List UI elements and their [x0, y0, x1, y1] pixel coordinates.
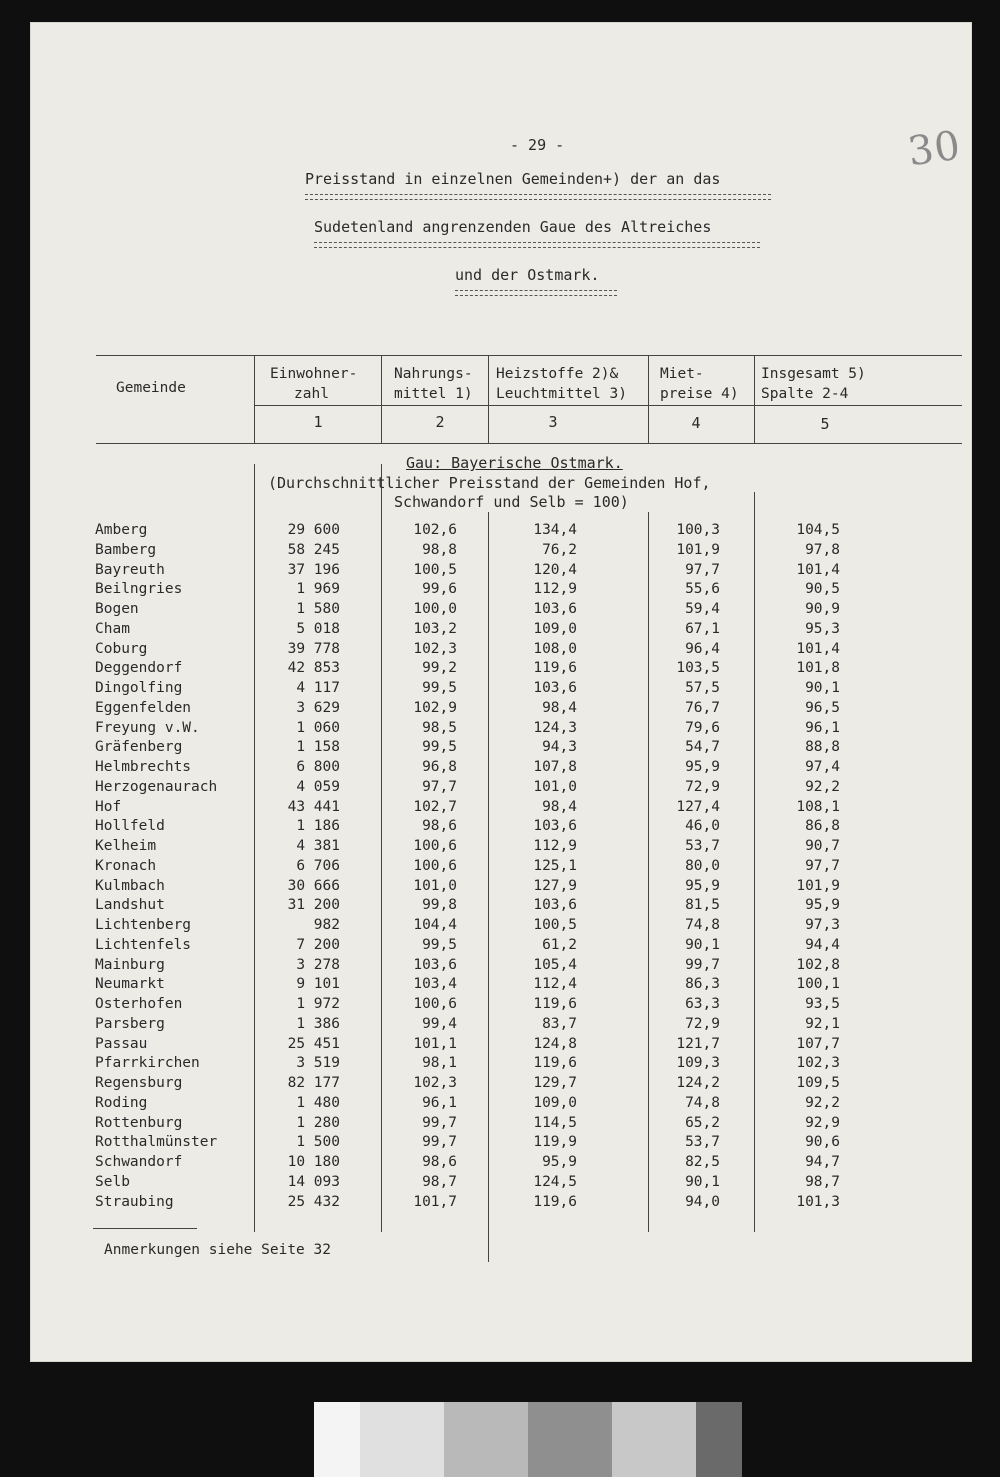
cell-einwohnerzahl: 4 059: [296, 778, 340, 795]
cell-einwohnerzahl: 1 972: [296, 996, 340, 1012]
cell-heizstoffe: 120,4: [533, 561, 577, 578]
cell-gemeinde: Dingolfing: [95, 680, 183, 696]
cell-insgesamt: 109,5: [796, 1075, 840, 1091]
cell-insgesamt: 100,1: [796, 976, 840, 993]
cell-einwohnerzahl: 82 177: [287, 1075, 340, 1091]
cell-heizstoffe: 125,1: [533, 857, 577, 874]
cell-heizstoffe: 127,9: [533, 877, 577, 894]
cell-heizstoffe: 103,6: [533, 601, 577, 617]
header-col2-line1: Nahrungs-: [394, 366, 473, 382]
cell-heizstoffe: 107,8: [533, 759, 577, 775]
cell-mietpreise: 121,7: [676, 1035, 720, 1052]
table-row: [30, 542, 972, 562]
cell-heizstoffe: 124,3: [533, 719, 577, 736]
column-number-4: 4: [691, 414, 701, 432]
table-row: [30, 641, 972, 661]
cell-einwohnerzahl: 30 666: [287, 877, 340, 894]
cell-insgesamt: 107,7: [796, 1035, 840, 1052]
title-underline-1: [305, 194, 771, 200]
header-col4-line1: Miet-: [660, 366, 704, 382]
cell-heizstoffe: 119,9: [533, 1134, 577, 1151]
cell-einwohnerzahl: 982: [313, 917, 340, 933]
cell-nahrungsmittel: 99,4: [422, 1015, 457, 1032]
cell-nahrungsmittel: 103,6: [413, 956, 457, 973]
cell-nahrungsmittel: 98,5: [422, 719, 457, 736]
cell-heizstoffe: 83,7: [542, 1015, 577, 1032]
table-row: [30, 1055, 972, 1075]
cell-nahrungsmittel: 96,8: [422, 759, 457, 775]
cell-einwohnerzahl: 39 778: [287, 640, 340, 657]
table-row: [30, 680, 972, 700]
cell-nahrungsmittel: 102,9: [413, 699, 457, 716]
cell-insgesamt: 93,5: [805, 996, 840, 1012]
cell-insgesamt: 101,4: [796, 640, 840, 657]
cell-heizstoffe: 103,6: [533, 818, 577, 835]
cell-nahrungsmittel: 100,6: [413, 838, 457, 854]
col-divider-1-header: [254, 355, 255, 443]
cell-einwohnerzahl: 29 600: [287, 522, 340, 538]
scan-strip-midgray: [528, 1402, 612, 1477]
table-row: [30, 858, 972, 878]
footnote-text: Anmerkungen siehe Seite 32: [104, 1242, 331, 1258]
cell-nahrungsmittel: 101,7: [413, 1193, 457, 1210]
cell-mietpreise: 67,1: [685, 620, 720, 637]
cell-nahrungsmittel: 96,1: [422, 1094, 457, 1111]
cell-nahrungsmittel: 102,7: [413, 798, 457, 815]
col-divider-2-header: [381, 355, 382, 443]
cell-gemeinde: Hof: [95, 798, 122, 815]
cell-mietpreise: 95,9: [685, 877, 720, 894]
cell-mietpreise: 57,5: [685, 680, 720, 696]
cell-einwohnerzahl: 1 480: [296, 1094, 340, 1111]
cell-einwohnerzahl: 25 451: [287, 1035, 340, 1052]
cell-insgesamt: 94,4: [805, 936, 840, 953]
cell-insgesamt: 97,7: [805, 857, 840, 874]
cell-insgesamt: 88,8: [805, 739, 840, 756]
cell-insgesamt: 97,4: [805, 759, 840, 775]
cell-mietpreise: 90,1: [685, 936, 720, 953]
cell-mietpreise: 103,5: [676, 660, 720, 677]
cell-einwohnerzahl: 1 158: [296, 739, 340, 756]
cell-insgesamt: 92,2: [805, 1094, 840, 1111]
table-row: [30, 1134, 972, 1154]
cell-insgesamt: 98,7: [805, 1173, 840, 1190]
cell-mietpreise: 100,3: [676, 522, 720, 538]
cell-einwohnerzahl: 1 186: [296, 818, 340, 835]
cell-einwohnerzahl: 37 196: [287, 561, 340, 578]
cell-heizstoffe: 129,7: [533, 1075, 577, 1091]
cell-einwohnerzahl: 1 280: [296, 1114, 340, 1131]
table-row: [30, 1095, 972, 1115]
cell-mietpreise: 59,4: [685, 601, 720, 617]
page-number: - 29 -: [510, 136, 565, 154]
cell-gemeinde: Schwandorf: [95, 1154, 183, 1170]
cell-heizstoffe: 61,2: [542, 936, 577, 953]
cell-nahrungsmittel: 99,6: [422, 581, 457, 598]
cell-mietpreise: 96,4: [685, 640, 720, 657]
cell-mietpreise: 79,6: [685, 719, 720, 736]
cell-mietpreise: 90,1: [685, 1173, 720, 1190]
table-row: [30, 739, 972, 759]
cell-gemeinde: Freyung v.W.: [95, 719, 200, 736]
cell-gemeinde: Helmbrechts: [95, 759, 192, 775]
table-row: [30, 1036, 972, 1056]
table-row: [30, 1075, 972, 1095]
cell-mietpreise: 94,0: [685, 1193, 720, 1210]
cell-gemeinde: Deggendorf: [95, 660, 183, 677]
section-note-line-1: (Durchschnittlicher Preisstand der Gemeinden Hof,: [268, 474, 711, 492]
cell-insgesamt: 92,1: [805, 1015, 840, 1032]
cell-insgesamt: 97,8: [805, 541, 840, 558]
cell-nahrungsmittel: 99,5: [422, 739, 457, 756]
cell-mietpreise: 72,9: [685, 778, 720, 795]
cell-nahrungsmittel: 98,6: [422, 818, 457, 835]
cell-gemeinde: Coburg: [95, 640, 148, 657]
cell-gemeinde: Passau: [95, 1035, 148, 1052]
header-col4-line2: preise 4): [660, 386, 739, 402]
cell-gemeinde: Cham: [95, 620, 130, 637]
cell-heizstoffe: 100,5: [533, 917, 577, 933]
table-row: [30, 838, 972, 858]
cell-insgesamt: 101,8: [796, 660, 840, 677]
cell-nahrungsmittel: 100,6: [413, 857, 457, 874]
table-row: [30, 917, 972, 937]
cell-gemeinde: Selb: [95, 1173, 130, 1190]
cell-nahrungsmittel: 104,4: [413, 917, 457, 933]
cell-einwohnerzahl: 5 018: [296, 620, 340, 637]
cell-heizstoffe: 98,4: [542, 699, 577, 716]
header-col2-line2: mittel 1): [394, 386, 473, 402]
cell-nahrungsmittel: 103,4: [413, 976, 457, 993]
cell-nahrungsmittel: 98,1: [422, 1055, 457, 1072]
cell-insgesamt: 95,9: [805, 897, 840, 914]
cell-einwohnerzahl: 10 180: [287, 1154, 340, 1170]
cell-einwohnerzahl: 3 278: [296, 956, 340, 973]
section-title: Gau: Bayerische Ostmark.: [406, 454, 623, 472]
cell-heizstoffe: 103,6: [533, 680, 577, 696]
col-divider-4-header: [648, 355, 649, 443]
section-note-line-2: Schwandorf und Selb = 100): [394, 493, 629, 511]
cell-einwohnerzahl: 6 706: [296, 857, 340, 874]
cell-einwohnerzahl: 1 580: [296, 601, 340, 617]
cell-heizstoffe: 124,8: [533, 1035, 577, 1052]
cell-insgesamt: 92,9: [805, 1114, 840, 1131]
cell-einwohnerzahl: 6 800: [296, 759, 340, 775]
table-row: [30, 759, 972, 779]
col-divider-3-header: [488, 355, 489, 443]
cell-mietpreise: 72,9: [685, 1015, 720, 1032]
cell-mietpreise: 55,6: [685, 581, 720, 598]
cell-gemeinde: Neumarkt: [95, 976, 165, 993]
footnote-rule: [93, 1228, 197, 1229]
cell-nahrungsmittel: 99,8: [422, 897, 457, 914]
cell-einwohnerzahl: 7 200: [296, 936, 340, 953]
cell-mietpreise: 97,7: [685, 561, 720, 578]
cell-heizstoffe: 119,6: [533, 660, 577, 677]
cell-insgesamt: 92,2: [805, 778, 840, 795]
title-underline-2: [314, 242, 760, 248]
table-row: [30, 1174, 972, 1194]
cell-heizstoffe: 98,4: [542, 798, 577, 815]
column-number-1: 1: [313, 413, 323, 431]
table-row: [30, 1194, 972, 1214]
cell-einwohnerzahl: 14 093: [287, 1173, 340, 1190]
cell-heizstoffe: 119,6: [533, 1055, 577, 1072]
cell-gemeinde: Lichtenberg: [95, 917, 192, 933]
cell-mietpreise: 53,7: [685, 1134, 720, 1151]
column-number-2: 2: [435, 413, 445, 431]
cell-nahrungsmittel: 99,7: [422, 1114, 457, 1131]
cell-einwohnerzahl: 1 969: [296, 581, 340, 598]
cell-mietpreise: 81,5: [685, 897, 720, 914]
cell-heizstoffe: 134,4: [533, 522, 577, 538]
cell-heizstoffe: 95,9: [542, 1154, 577, 1170]
table-row: [30, 937, 972, 957]
table-row: [30, 522, 972, 542]
cell-einwohnerzahl: 1 386: [296, 1015, 340, 1032]
cell-mietpreise: 109,3: [676, 1055, 720, 1072]
table-row: [30, 1115, 972, 1135]
cell-mietpreise: 63,3: [685, 996, 720, 1012]
handwritten-page-mark: 30: [905, 122, 964, 176]
cell-einwohnerzahl: 1 500: [296, 1134, 340, 1151]
cell-gemeinde: Rottenburg: [95, 1114, 183, 1131]
cell-heizstoffe: 105,4: [533, 956, 577, 973]
header-col3-line2: Leuchtmittel 3): [496, 386, 627, 402]
title-line-1: Preisstand in einzelnen Gemeinden+) der an das: [305, 170, 721, 188]
cell-insgesamt: 94,7: [805, 1154, 840, 1170]
cell-insgesamt: 101,9: [796, 877, 840, 894]
cell-heizstoffe: 112,9: [533, 838, 577, 854]
cell-einwohnerzahl: 58 245: [287, 541, 340, 558]
cell-insgesamt: 97,3: [805, 917, 840, 933]
cell-nahrungsmittel: 101,0: [413, 877, 457, 894]
table-row: [30, 621, 972, 641]
cell-gemeinde: Rotthalmünster: [95, 1134, 218, 1151]
cell-mietpreise: 53,7: [685, 838, 720, 854]
cell-insgesamt: 90,6: [805, 1134, 840, 1151]
cell-mietpreise: 46,0: [685, 818, 720, 835]
cell-einwohnerzahl: 3 629: [296, 699, 340, 716]
title-underline-3: [455, 290, 617, 296]
cell-einwohnerzahl: 43 441: [287, 798, 340, 815]
cell-nahrungsmittel: 98,6: [422, 1154, 457, 1170]
cell-mietpreise: 76,7: [685, 699, 720, 716]
cell-heizstoffe: 76,2: [542, 541, 577, 558]
cell-heizstoffe: 124,5: [533, 1173, 577, 1190]
cell-heizstoffe: 103,6: [533, 897, 577, 914]
cell-nahrungsmittel: 99,2: [422, 660, 457, 677]
table-row: [30, 700, 972, 720]
cell-nahrungsmittel: 102,6: [413, 522, 457, 538]
cell-insgesamt: 96,5: [805, 699, 840, 716]
cell-einwohnerzahl: 31 200: [287, 897, 340, 914]
cell-gemeinde: Gräfenberg: [95, 739, 183, 756]
cell-gemeinde: Osterhofen: [95, 996, 183, 1012]
table-row: [30, 818, 972, 838]
cell-gemeinde: Amberg: [95, 522, 148, 538]
table-row: [30, 996, 972, 1016]
cell-gemeinde: Bayreuth: [95, 561, 165, 578]
scan-strip-lightgray: [360, 1402, 444, 1477]
cell-nahrungsmittel: 97,7: [422, 778, 457, 795]
scan-strip-gray: [444, 1402, 528, 1477]
cell-nahrungsmittel: 101,1: [413, 1035, 457, 1052]
cell-insgesamt: 102,8: [796, 956, 840, 973]
cell-insgesamt: 102,3: [796, 1055, 840, 1072]
cell-gemeinde: Bamberg: [95, 541, 157, 558]
cell-insgesamt: 104,5: [796, 522, 840, 538]
title-line-2: Sudetenland angrenzenden Gaue des Altreiches: [314, 218, 712, 236]
cell-heizstoffe: 119,6: [533, 996, 577, 1012]
header-col3-line1: Heizstoffe 2)&: [496, 366, 619, 382]
cell-nahrungsmittel: 99,5: [422, 936, 457, 953]
cell-gemeinde: Herzogenaurach: [95, 778, 218, 795]
cell-gemeinde: Kulmbach: [95, 877, 165, 894]
col-divider-5-header: [754, 355, 755, 443]
cell-einwohnerzahl: 9 101: [296, 976, 340, 993]
table-row: [30, 897, 972, 917]
header-col1-line2: zahl: [294, 386, 329, 402]
cell-insgesamt: 101,4: [796, 561, 840, 578]
cell-gemeinde: Hollfeld: [95, 818, 165, 835]
cell-mietpreise: 95,9: [685, 759, 720, 775]
cell-insgesamt: 90,9: [805, 601, 840, 617]
cell-gemeinde: Parsberg: [95, 1015, 165, 1032]
scan-strip-silver: [612, 1402, 696, 1477]
cell-einwohnerzahl: 4 117: [296, 680, 340, 696]
cell-gemeinde: Landshut: [95, 897, 165, 914]
cell-nahrungsmittel: 98,8: [422, 541, 457, 558]
cell-heizstoffe: 108,0: [533, 640, 577, 657]
cell-heizstoffe: 94,3: [542, 739, 577, 756]
cell-mietpreise: 74,8: [685, 917, 720, 933]
cell-gemeinde: Lichtenfels: [95, 936, 192, 953]
cell-nahrungsmittel: 102,3: [413, 1075, 457, 1091]
cell-einwohnerzahl: 4 381: [296, 838, 340, 854]
cell-einwohnerzahl: 1 060: [296, 719, 340, 736]
cell-mietpreise: 82,5: [685, 1154, 720, 1170]
cell-mietpreise: 74,8: [685, 1094, 720, 1111]
table-header-rule: [254, 405, 962, 406]
cell-gemeinde: Mainburg: [95, 956, 165, 973]
cell-nahrungsmittel: 103,2: [413, 620, 457, 637]
table-colnum-rule: [96, 443, 962, 444]
cell-mietpreise: 124,2: [676, 1075, 720, 1091]
cell-nahrungsmittel: 102,3: [413, 640, 457, 657]
cell-gemeinde: Beilngries: [95, 581, 183, 598]
title-line-3: und der Ostmark.: [455, 266, 600, 284]
table-row: [30, 562, 972, 582]
cell-mietpreise: 80,0: [685, 857, 720, 874]
table-row: [30, 720, 972, 740]
cell-mietpreise: 101,9: [676, 541, 720, 558]
cell-heizstoffe: 109,0: [533, 620, 577, 637]
cell-insgesamt: 90,5: [805, 581, 840, 598]
cell-gemeinde: Straubing: [95, 1193, 174, 1210]
table-row: [30, 601, 972, 621]
cell-mietpreise: 54,7: [685, 739, 720, 756]
cell-insgesamt: 96,1: [805, 719, 840, 736]
cell-insgesamt: 108,1: [796, 798, 840, 815]
cell-einwohnerzahl: 3 519: [296, 1055, 340, 1072]
cell-heizstoffe: 112,4: [533, 976, 577, 993]
cell-einwohnerzahl: 25 432: [287, 1193, 340, 1210]
cell-nahrungsmittel: 98,7: [422, 1173, 457, 1190]
table-row: [30, 779, 972, 799]
cell-heizstoffe: 114,5: [533, 1114, 577, 1131]
header-col1-line1: Einwohner-: [270, 366, 358, 382]
table-row: [30, 660, 972, 680]
scan-strip-white: [314, 1402, 360, 1477]
cell-heizstoffe: 119,6: [533, 1193, 577, 1210]
column-number-3: 3: [548, 413, 558, 431]
cell-nahrungsmittel: 99,5: [422, 680, 457, 696]
table-top-rule: [96, 355, 962, 356]
scan-strip-darkgray: [696, 1402, 742, 1477]
document-page: [30, 22, 972, 1362]
cell-insgesamt: 90,7: [805, 838, 840, 854]
header-col5-line1: Insgesamt 5): [761, 366, 866, 382]
cell-einwohnerzahl: 42 853: [287, 660, 340, 677]
table-row: [30, 976, 972, 996]
cell-heizstoffe: 112,9: [533, 581, 577, 598]
cell-nahrungsmittel: 100,0: [413, 601, 457, 617]
cell-heizstoffe: 101,0: [533, 778, 577, 795]
cell-insgesamt: 95,3: [805, 620, 840, 637]
cell-gemeinde: Regensburg: [95, 1075, 183, 1091]
table-row: [30, 799, 972, 819]
cell-mietpreise: 86,3: [685, 976, 720, 993]
cell-gemeinde: Eggenfelden: [95, 699, 192, 716]
cell-gemeinde: Kronach: [95, 857, 157, 874]
cell-gemeinde: Bogen: [95, 601, 139, 617]
table-row: [30, 957, 972, 977]
cell-insgesamt: 86,8: [805, 818, 840, 835]
cell-nahrungsmittel: 99,7: [422, 1134, 457, 1151]
header-col5-line2: Spalte 2-4: [761, 386, 849, 402]
cell-mietpreise: 65,2: [685, 1114, 720, 1131]
table-row: [30, 1154, 972, 1174]
header-gemeinde: Gemeinde: [116, 380, 186, 396]
table-row: [30, 1016, 972, 1036]
cell-mietpreise: 99,7: [685, 956, 720, 973]
table-row: [30, 878, 972, 898]
cell-gemeinde: Kelheim: [95, 838, 157, 854]
cell-nahrungsmittel: 100,6: [413, 996, 457, 1012]
cell-insgesamt: 101,3: [796, 1193, 840, 1210]
cell-insgesamt: 90,1: [805, 680, 840, 696]
table-row: [30, 581, 972, 601]
cell-gemeinde: Pfarrkirchen: [95, 1055, 200, 1072]
column-number-5: 5: [820, 415, 830, 433]
cell-gemeinde: Roding: [95, 1094, 148, 1111]
cell-nahrungsmittel: 100,5: [413, 561, 457, 578]
cell-heizstoffe: 109,0: [533, 1094, 577, 1111]
cell-mietpreise: 127,4: [676, 798, 720, 815]
